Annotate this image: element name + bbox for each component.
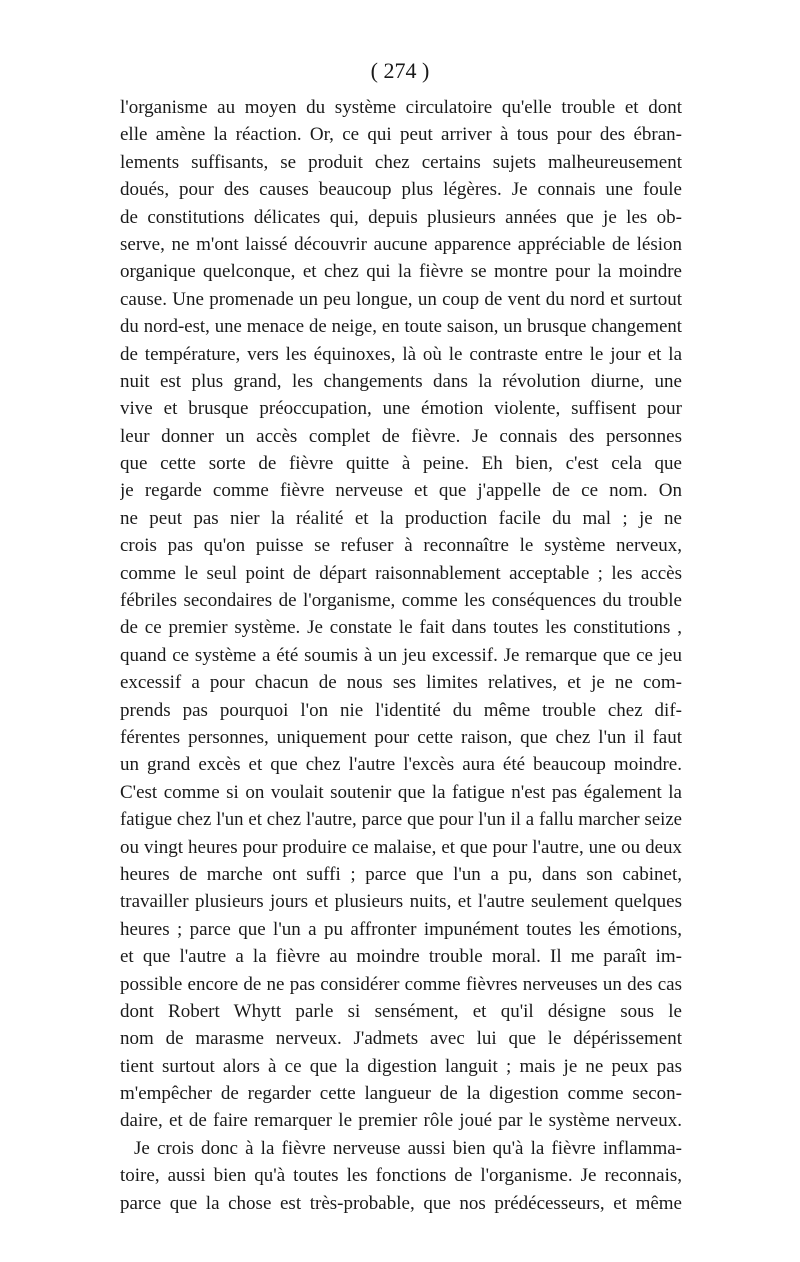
text-line: de température, vers les équinoxes, là où le contraste entre le jour et la <box>120 343 682 365</box>
text-line: travailler plusieurs jours et plusieurs nuits, et l'autre seulement quelques <box>120 891 682 913</box>
text-line: C'est comme si on voulait soutenir que la fatigue n'est pas également la <box>120 781 682 803</box>
text-line: excessif a pour chacun de nous ses limites relatives, et je ne com- <box>120 672 682 694</box>
text-line: toire, aussi bien qu'à toutes les fonctions de l'organisme. Je reconnais, <box>120 1165 682 1187</box>
text-line: serve, ne m'ont laissé découvrir aucune apparence appréciable de lésion <box>120 233 682 255</box>
text-line: doués, pour des causes beaucoup plus légères. Je connais une foule <box>120 179 682 201</box>
text-line: fatigue chez l'un et chez l'autre, parce que pour l'un il a fallu marcher seize <box>120 809 682 831</box>
text-line: et que l'autre a la fièvre au moindre trouble moral. Il me paraît im- <box>120 946 682 968</box>
text-line: nom de marasme nerveux. J'admets avec lui que le dépérissement <box>120 1028 682 1050</box>
text-line: lements suffisants, se produit chez certains sujets malheureusement <box>120 151 682 173</box>
text-line: l'organisme au moyen du système circulatoire qu'elle trouble et dont <box>120 97 682 118</box>
text-line: un grand excès et que chez l'autre l'excès aura été beaucoup moindre. <box>120 754 682 776</box>
text-line: heures de marche ont suffi ; parce que l'un a pu, dans son cabinet, <box>120 863 682 885</box>
text-line: ou vingt heures pour produire ce malaise, et que pour l'autre, une ou deux <box>120 836 682 858</box>
text-line: leur donner un accès complet de fièvre. Je connais des personnes <box>120 425 682 447</box>
text-line: du nord-est, une menace de neige, en toute saison, un brusque changement <box>120 316 682 338</box>
text-line: tient surtout alors à ce que la digestion languit ; mais je ne peux pas <box>120 1055 682 1077</box>
text-line: que cette sorte de fièvre quitte à peine. Eh bien, c'est cela que <box>120 453 682 475</box>
text-line: nuit est plus grand, les changements dans la révolution diurne, une <box>120 370 682 392</box>
page-number: ( 274 ) <box>370 58 430 83</box>
text-line: daire, et de faire remarquer le premier rôle joué par le système nerveux. <box>120 1110 682 1132</box>
text-line: organique quelconque, et chez qui la fièvre se montre pour la moindre <box>120 261 682 283</box>
text-line: dont Robert Whytt parle si sensément, et qu'il désigne sous le <box>120 1000 682 1022</box>
text-line: fébriles secondaires de l'organisme, comme les conséquences du trouble <box>120 590 682 612</box>
text-line: ne peut pas nier la réalité et la production facile du mal ; je ne <box>120 507 682 529</box>
text-line: cause. Une promenade un peu longue, un coup de vent du nord et surtout <box>120 288 682 310</box>
text-line: crois pas qu'on puisse se refuser à reconnaître le système nerveux, <box>120 535 682 557</box>
text-line: parce que la chose est très-probable, que nos prédécesseurs, et même <box>120 1192 682 1214</box>
text-line: possible encore de ne pas considérer comme fièvres nerveuses un des cas <box>120 973 682 995</box>
text-line: quand ce système a été soumis à un jeu excessif. Je remarque que ce jeu <box>120 644 682 666</box>
body-text <box>120 94 682 1217</box>
text-line: elle amène la réaction. Or, ce qui peut arriver à tous pour des ébran- <box>120 124 682 146</box>
text-line: férentes personnes, uniquement pour cette raison, que chez l'un il faut <box>120 726 682 748</box>
text-line: heures ; parce que l'un a pu affronter impunément toutes les émotions, <box>120 918 682 940</box>
text-line: je regarde comme fièvre nerveuse et que j'appelle de ce nom. On <box>120 480 682 502</box>
text-line: comme le seul point de départ raisonnablement acceptable ; les accès <box>120 562 682 584</box>
text-line: de ce premier système. Je constate le fait dans toutes les constitutions , <box>120 617 682 639</box>
text-line: m'empêcher de regarder cette langueur de la digestion comme secon- <box>120 1083 682 1105</box>
text-line: vive et brusque préoccupation, une émotion violente, suffisent pour <box>120 398 682 420</box>
text-line: de constitutions délicates qui, depuis plusieurs années que je les ob- <box>120 206 682 228</box>
text-line: Je crois donc à la fièvre nerveuse aussi bien qu'à la fièvre inflamma- <box>134 1137 682 1159</box>
text-line: prends pas pourquoi l'on nie l'identité du même trouble chez dif- <box>120 699 682 721</box>
